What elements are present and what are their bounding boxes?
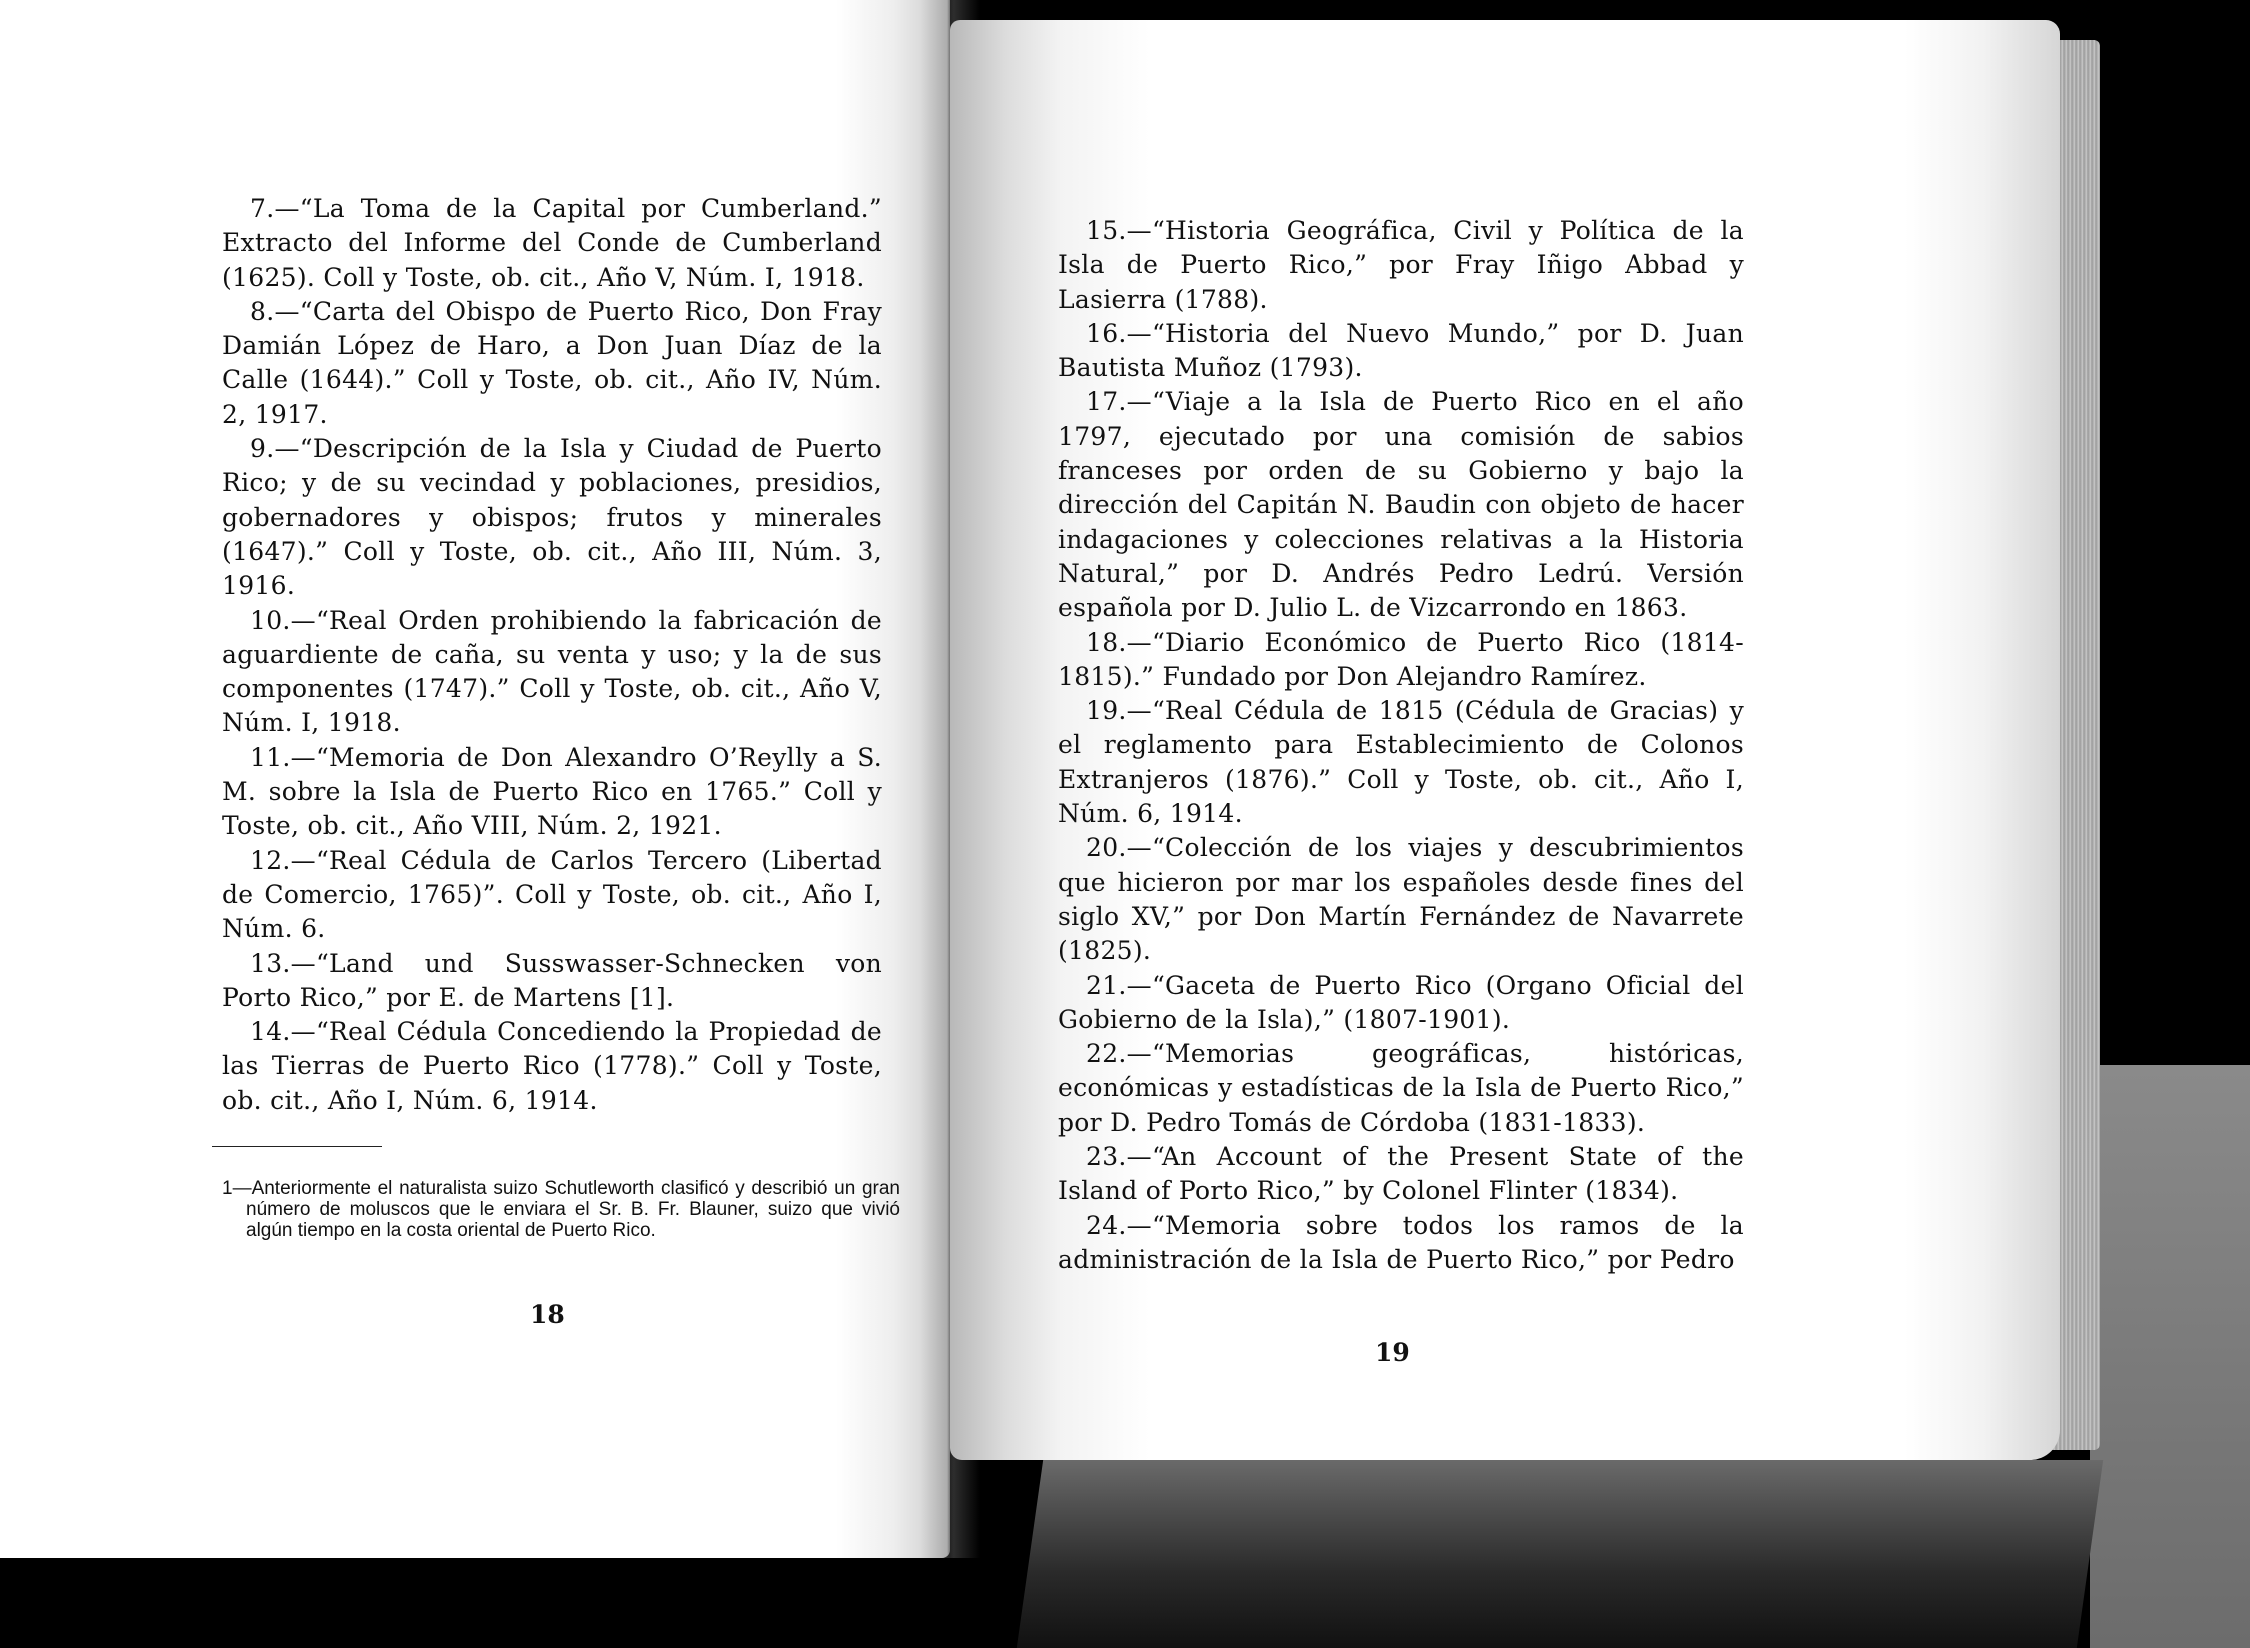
bibliography-entry: 16.—“Historia del Nuevo Mundo,” por D. Juan Bautista Muñoz (1793). xyxy=(1058,318,1744,383)
bibliography-entry: 14.—“Real Cédula Concediendo la Propiedad de las Tierras de Puerto Rico (1778).” Coll y Toste, ob. cit., Año I, Núm. 6, 1914. xyxy=(222,1017,882,1115)
bibliography-entry: 10.—“Real Orden prohibiendo la fabricación de aguardiente de caña, su venta y uso; y la de sus componentes (1747).” Coll y Toste, ob. cit., Año V, Núm. I, 1918. xyxy=(222,605,882,738)
bibliography-entry: 9.—“Descripción de la Isla y Ciudad de Puerto Rico; y de su vecindad y poblaciones, presidios, gobernadores y obispos; frutos y minerales (1647).” Coll y Toste, ob. cit., Año III, Núm. 3, 1916. xyxy=(222,434,882,601)
bibliography-entry: 7.—“La Toma de la Capital por Cumberland.” Extracto del Informe del Conde de Cumberland (1625). Coll y Toste, ob. cit., Año V, Núm. I, 1918. xyxy=(222,194,882,292)
left-page-text xyxy=(222,192,882,1118)
page-number: 19 xyxy=(1375,1338,1410,1367)
bibliography-entry: 18.—“Diario Económico de Puerto Rico (1814-1815).” Fundado por Don Alejandro Ramírez. xyxy=(1058,627,1744,691)
bibliography-entry: 22.—“Memorias geográficas, históricas, económicas y estadísticas de la Isla de Puerto Rico,” por D. Pedro Tomás de Córdoba (1831-1833). xyxy=(1058,1039,1744,1137)
bibliography-entry: 17.—“Viaje a la Isla de Puerto Rico en el año 1797, ejecutado por una comisión de sabios franceses por orden de su Gobierno y bajo la dirección del Capitán N. Baudin con objeto de hacer indagaciones y colecciones relativas a la Historia Natural,” por D. Andrés Pedro Ledrú. Versión española por D. Julio L. de Vizcarrondo en 1863. xyxy=(1058,387,1744,623)
bibliography-entry: 21.—“Gaceta de Puerto Rico (Organo Oficial del Gobierno de la Isla),” (1807-1901). xyxy=(1058,970,1744,1034)
right-page-text xyxy=(1058,214,1744,1277)
bibliography-entry: 19.—“Real Cédula de 1815 (Cédula de Gracias) y el reglamento para Establecimiento de Colonos Extranjeros (1876).” Coll y Toste, ob. cit., Año I, Núm. 6, 1914. xyxy=(1058,696,1744,829)
bibliography-entry: 24.—“Memoria sobre todos los ramos de la administración de la Isla de Puerto Rico,” por Pedro xyxy=(1058,1210,1744,1274)
footnote: 1—Anteriormente el naturalista suizo Schutleworth clasificó y describió un gran número de moluscos que le enviara el Sr. B. Fr. Blauner, suizo que vivió algún tiempo en la costa oriental de Puerto Rico. xyxy=(222,1178,900,1241)
footnote-rule xyxy=(212,1146,382,1147)
bibliography-entry: 12.—“Real Cédula de Carlos Tercero (Libertad de Comercio, 1765)”. Coll y Toste, ob. cit., Año I, Núm. 6. xyxy=(222,845,882,944)
bibliography-entry: 11.—“Memoria de Don Alexandro O’Reylly a S. M. sobre la Isla de Puerto Rico en 1765.” Coll y Toste, ob. cit., Año VIII, Núm. 2, 1921. xyxy=(222,742,882,841)
page-number: 18 xyxy=(530,1300,565,1329)
bibliography-entry: 23.—“An Account of the Present State of the Island of Porto Rico,” by Colonel Flinter (1834). xyxy=(1058,1142,1744,1206)
bibliography-entry: 8.—“Carta del Obispo de Puerto Rico, Don Fray Damián López de Haro, a Don Juan Díaz de la Calle (1644).” Coll y Toste, ob. cit., Año IV, Núm. 2, 1917. xyxy=(222,296,882,429)
bibliography-entry: 15.—“Historia Geográfica, Civil y Política de la Isla de Puerto Rico,” por Fray Iñigo Abbad y Lasierra (1788). xyxy=(1058,216,1744,314)
right-page xyxy=(950,20,2060,1460)
bibliography-entry: 13.—“Land und Susswasser-Schnecken von Porto Rico,” por E. de Martens [1]. xyxy=(222,948,882,1012)
book-shadow xyxy=(1017,1460,2103,1648)
background-surface xyxy=(2090,1065,2250,1648)
bibliography-entry: 20.—“Colección de los viajes y descubrimientos que hicieron por mar los españoles desde fines del siglo XV,” por Don Martín Fernández de Navarrete (1825). xyxy=(1058,833,1744,966)
left-page xyxy=(0,0,950,1558)
